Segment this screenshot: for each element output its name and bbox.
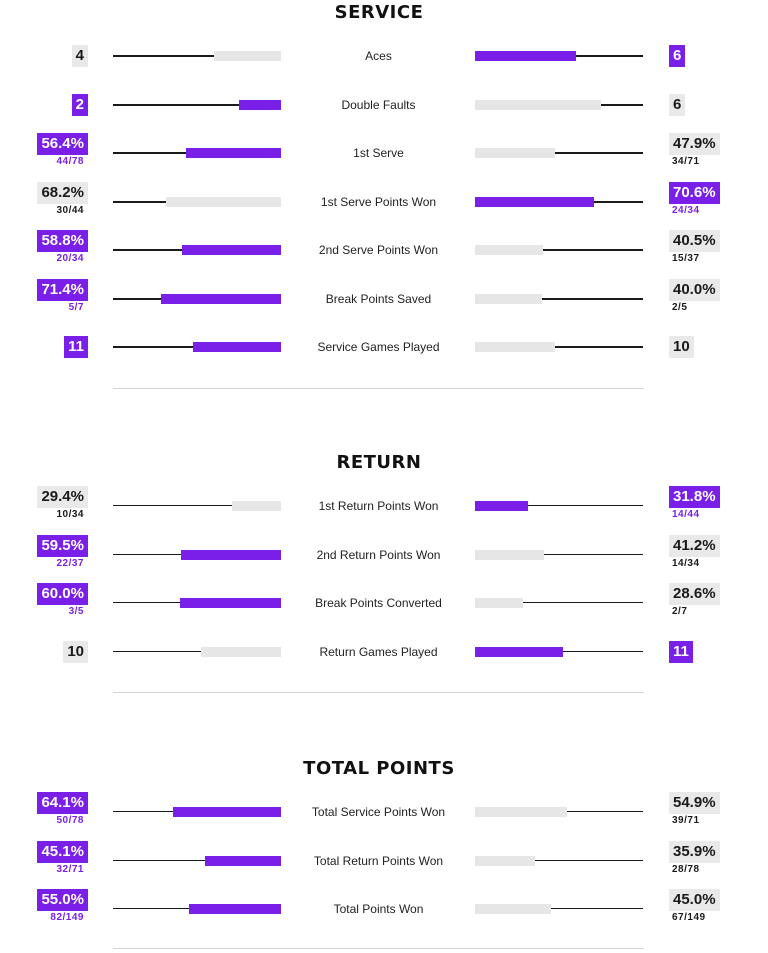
stat-row [0, 792, 768, 832]
stat-label: 2nd Return Points Won [316, 547, 441, 562]
right-player-bar [475, 197, 643, 207]
stat-label: 1st Serve [353, 146, 404, 160]
right-player-bar [475, 856, 643, 866]
left-player-value: 56.4% [37, 133, 88, 155]
left-player-value: 4 [72, 45, 88, 67]
section-divider [113, 692, 644, 693]
stat-row [0, 85, 768, 125]
right-player-value: 28.6% [669, 583, 720, 605]
stat-row [0, 486, 768, 526]
right-player-ratio: 24/34 [672, 204, 700, 216]
section-title-total-points: TOTAL POINTS [303, 758, 455, 779]
right-player-value: 31.8% [669, 486, 720, 508]
bar-fill [475, 100, 601, 110]
stat-label: Total Points Won [333, 902, 424, 916]
bar-fill [475, 148, 555, 158]
stat-label: 1st Serve Points Won [320, 194, 437, 209]
section-divider [113, 388, 644, 389]
right-player-value: 47.9% [669, 133, 720, 155]
bar-fill [475, 856, 535, 866]
right-player-value: 54.9% [669, 792, 720, 814]
bar-fill [475, 807, 567, 817]
left-player-bar [113, 294, 281, 304]
left-player-ratio: 3/5 [68, 606, 84, 617]
left-player-bar [113, 501, 281, 511]
bar-fill [193, 342, 281, 352]
right-player-ratio: 34/71 [672, 156, 700, 167]
right-player-bar [475, 342, 643, 352]
left-player-ratio: 22/37 [56, 557, 84, 569]
left-player-value: 59.5% [37, 535, 88, 557]
right-player-bar [475, 807, 643, 817]
stat-label: Total Service Points Won [311, 805, 446, 819]
left-player-value: 55.0% [37, 889, 88, 911]
right-player-value: 40.0% [669, 279, 720, 301]
bar-fill [201, 647, 281, 657]
left-player-ratio: 30/44 [56, 204, 84, 216]
bar-fill [181, 550, 281, 560]
right-player-ratio: 14/34 [672, 557, 700, 569]
left-player-ratio: 5/7 [68, 301, 84, 313]
bar-fill [161, 294, 281, 304]
bar-fill [475, 294, 542, 304]
left-player-value: 45.1% [37, 841, 88, 863]
right-player-bar [475, 647, 643, 657]
section-divider [113, 948, 644, 949]
left-player-ratio: 32/71 [56, 863, 84, 875]
right-player-bar [475, 294, 643, 304]
bar-fill [214, 51, 281, 61]
bar-fill [475, 904, 551, 914]
bar-fill [166, 197, 281, 207]
left-player-bar [113, 647, 281, 657]
left-player-value: 11 [64, 336, 88, 358]
bar-fill [475, 550, 544, 560]
bar-fill [475, 245, 543, 255]
right-player-bar [475, 501, 643, 511]
left-player-value: 58.8% [37, 230, 88, 252]
left-player-bar [113, 342, 281, 352]
stat-row [0, 230, 768, 270]
stat-label: Total Return Points Won [313, 853, 444, 868]
right-player-value: 6 [669, 45, 685, 67]
bar-fill [186, 148, 281, 158]
left-player-bar [113, 197, 281, 207]
stat-row [0, 327, 768, 367]
right-player-bar [475, 904, 643, 914]
left-player-bar [113, 148, 281, 158]
bar-fill [182, 245, 281, 255]
left-player-value: 60.0% [37, 583, 88, 605]
right-player-bar [475, 148, 643, 158]
stat-label: Break Points Converted [315, 596, 442, 610]
bar-fill [180, 598, 281, 608]
stat-label: Service Games Played [317, 340, 440, 354]
left-player-ratio: 82/149 [50, 912, 84, 923]
left-player-bar [113, 856, 281, 866]
left-player-bar [113, 245, 281, 255]
right-player-value: 40.5% [669, 230, 720, 252]
stat-row [0, 36, 768, 76]
left-player-ratio: 50/78 [56, 815, 84, 826]
stat-row [0, 632, 768, 672]
left-player-ratio: 44/78 [56, 156, 84, 167]
right-player-ratio: 2/7 [672, 606, 688, 617]
right-player-ratio: 67/149 [672, 912, 706, 923]
right-player-bar [475, 100, 643, 110]
right-player-value: 35.9% [669, 841, 720, 863]
bar-fill [475, 598, 523, 608]
right-player-ratio: 2/5 [672, 301, 688, 313]
bar-fill [475, 51, 576, 61]
bar-fill [475, 342, 555, 352]
bar-fill [205, 856, 281, 866]
left-player-bar [113, 51, 281, 61]
left-player-ratio: 10/34 [56, 509, 84, 520]
stat-row [0, 535, 768, 575]
section-title-return: RETURN [336, 452, 422, 473]
stat-label: 1st Return Points Won [318, 499, 439, 513]
stat-row [0, 279, 768, 319]
right-player-ratio: 39/71 [672, 815, 700, 826]
left-player-bar [113, 550, 281, 560]
bar-fill [475, 501, 528, 511]
stat-label: 2nd Serve Points Won [318, 243, 439, 257]
left-player-ratio: 20/34 [56, 253, 84, 264]
right-player-value: 10 [669, 336, 694, 358]
right-player-bar [475, 245, 643, 255]
bar-fill [239, 100, 281, 110]
right-player-bar [475, 550, 643, 560]
bar-fill [189, 904, 281, 914]
right-player-value: 41.2% [669, 535, 720, 557]
left-player-value: 64.1% [37, 792, 88, 814]
left-player-value: 68.2% [37, 182, 88, 204]
right-player-bar [475, 598, 643, 608]
left-player-bar [113, 598, 281, 608]
left-player-value: 71.4% [37, 279, 88, 301]
stat-label: Aces [365, 49, 392, 63]
left-player-value: 10 [63, 641, 88, 663]
stat-label: Double Faults [341, 97, 416, 112]
bar-fill [173, 807, 281, 817]
stat-label: Break Points Saved [325, 291, 432, 306]
right-player-bar [475, 51, 643, 61]
left-player-bar [113, 100, 281, 110]
stat-label: Return Games Played [319, 644, 438, 659]
left-player-bar [113, 807, 281, 817]
right-player-value: 45.0% [669, 889, 720, 911]
right-player-value: 6 [669, 94, 685, 116]
stat-row [0, 841, 768, 881]
bar-fill [232, 501, 281, 511]
stat-row [0, 889, 768, 929]
bar-fill [475, 647, 563, 657]
right-player-ratio: 28/78 [672, 863, 700, 875]
stat-row [0, 182, 768, 222]
stat-row [0, 133, 768, 173]
left-player-value: 2 [72, 94, 88, 116]
left-player-value: 29.4% [37, 486, 88, 508]
right-player-value: 70.6% [669, 182, 720, 204]
bar-fill [475, 197, 594, 207]
right-player-ratio: 14/44 [672, 509, 700, 520]
right-player-value: 11 [669, 641, 693, 663]
stat-row [0, 583, 768, 623]
left-player-bar [113, 904, 281, 914]
right-player-ratio: 15/37 [672, 253, 700, 264]
section-title-service: SERVICE [334, 2, 424, 23]
